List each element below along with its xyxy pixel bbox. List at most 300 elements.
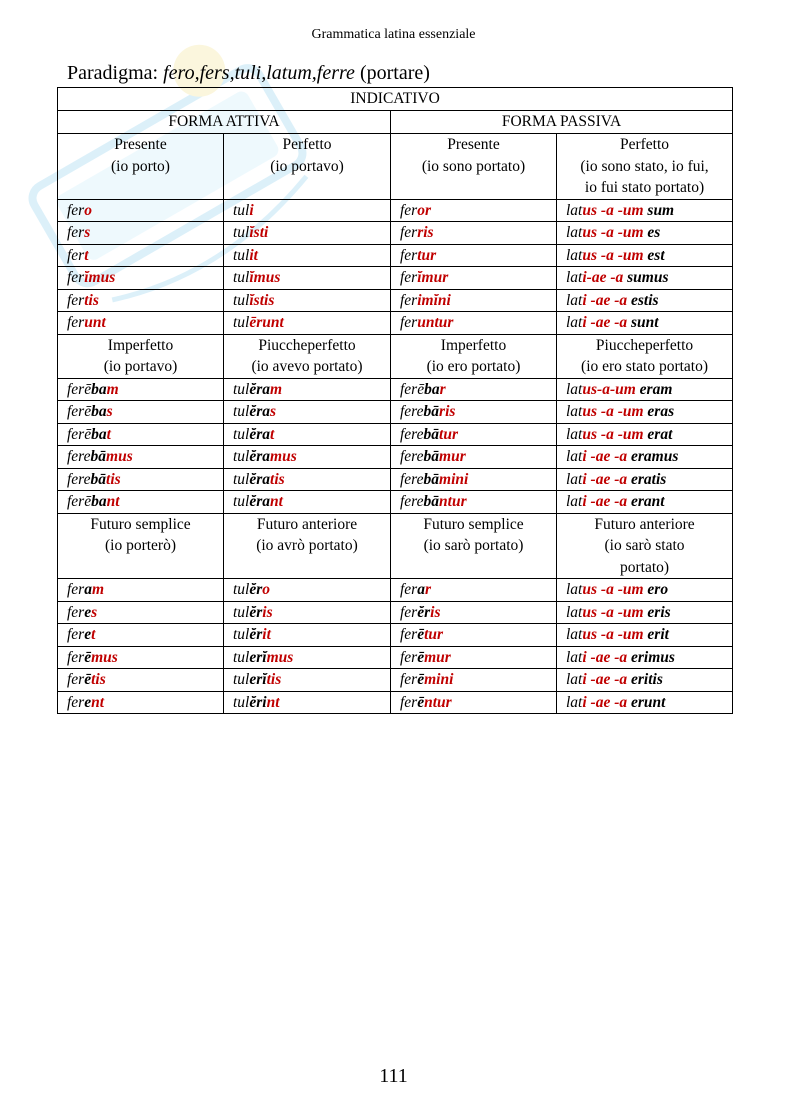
conjugation-row	[58, 624, 733, 647]
stem-text: fer	[67, 603, 85, 621]
verb-form-cell	[224, 312, 391, 335]
active-voice-header: FORMA ATTIVA	[58, 111, 391, 134]
tense-name: Imperfetto	[107, 336, 174, 354]
verb-form-cell	[557, 244, 733, 267]
ending-text: tur	[424, 626, 444, 643]
verb-form-cell	[58, 691, 224, 714]
verb-form-cell	[391, 691, 557, 714]
conjugation-row	[58, 579, 733, 602]
verb-form-cell	[391, 491, 557, 514]
ending-text: t	[91, 626, 96, 643]
verb-form-cell	[58, 423, 224, 446]
ending-text: ris	[417, 224, 434, 241]
tense-translation: (io sarò stato	[604, 537, 685, 554]
passive-voice-header: FORMA PASSIVA	[391, 111, 733, 134]
tense-name: Perfetto	[282, 136, 332, 153]
tense-label-row	[58, 334, 733, 378]
tense-name: Imperfetto	[440, 336, 507, 354]
verb-form-cell	[557, 579, 733, 602]
stem-text: lat	[566, 626, 583, 643]
tense-name: Presente	[447, 136, 500, 153]
ending-text: i -ae -a	[582, 493, 628, 510]
ending-text: ris	[439, 403, 456, 420]
conjugation-row	[58, 601, 733, 624]
ending-text: s	[91, 603, 98, 621]
ending-text: is	[262, 603, 273, 621]
verb-form-cell	[224, 624, 391, 647]
tense-label-cell	[391, 334, 557, 378]
stem-text: tul	[233, 493, 250, 510]
stem-text: fer	[400, 603, 418, 621]
verb-form-cell	[557, 378, 733, 401]
verb-form-cell	[58, 601, 224, 624]
bold-segment: ĕri	[249, 693, 267, 711]
stem-text: tul	[233, 581, 250, 598]
tense-label-cell	[391, 134, 557, 200]
verb-form-cell	[224, 423, 391, 446]
mood-header: INDICATIVO	[58, 88, 733, 111]
tense-translation: (io avevo portato)	[251, 358, 363, 375]
conjugation-row	[58, 468, 733, 491]
verb-form-cell	[557, 624, 733, 647]
tense-translation: (io portavo)	[270, 157, 344, 175]
bold-segment: eritis	[627, 671, 663, 688]
bold-segment: estis	[627, 291, 659, 309]
ending-text: ērunt	[249, 314, 284, 331]
bold-segment: ĕr	[249, 626, 263, 643]
stem-text: fer	[67, 246, 85, 264]
verb-form-cell	[58, 244, 224, 267]
tense-label-cell	[224, 334, 391, 378]
verb-form-cell	[557, 601, 733, 624]
tense-translation: portato)	[619, 558, 670, 576]
ending-text: mini	[424, 671, 454, 688]
tense-label-cell	[557, 334, 733, 378]
ending-text: t	[270, 425, 275, 443]
verb-form-cell	[58, 199, 224, 222]
ending-text: ĭstis	[249, 291, 275, 309]
ending-text: ĭmur	[417, 269, 449, 286]
verb-form-cell	[224, 222, 391, 245]
ending-text: mus	[106, 448, 133, 465]
stem-text: fere	[400, 425, 424, 443]
stem-text: tul	[233, 246, 250, 264]
ending-text: us -a -um	[582, 201, 644, 219]
ending-text: tis	[106, 470, 121, 488]
verb-form-cell	[391, 601, 557, 624]
conjugation-row	[58, 491, 733, 514]
bold-segment: sunt	[627, 314, 659, 331]
stem-text: lat	[566, 403, 583, 420]
stem-text: fere	[67, 448, 91, 465]
ending-text: imĭni	[417, 291, 451, 309]
stem-text: lat	[566, 470, 583, 488]
verb-form-cell	[224, 691, 391, 714]
tense-name: Futuro anteriore	[256, 515, 358, 533]
verb-form-cell	[391, 624, 557, 647]
tense-name: Perfetto	[619, 136, 670, 153]
verb-form-cell	[58, 312, 224, 335]
tense-translation: (io sarò portato)	[423, 537, 524, 554]
tense-translation: (io ero portato)	[426, 358, 521, 375]
verb-form-cell	[391, 312, 557, 335]
paradigm-title	[67, 62, 430, 85]
ending-text: m	[270, 380, 283, 398]
stem-text: ferē	[67, 403, 92, 420]
ending-text: ĭsti	[249, 224, 269, 241]
bold-segment: est	[643, 246, 665, 264]
stem-text: tul	[233, 648, 250, 666]
tense-name: Futuro semplice	[90, 515, 191, 533]
ending-text: us -a -um	[582, 626, 644, 643]
conjugation-row	[58, 446, 733, 469]
bold-segment: ĕra	[249, 470, 271, 488]
tense-translation: (io sono stato, io fui,	[580, 157, 709, 175]
bold-segment: bā	[90, 448, 107, 465]
ending-text: r	[439, 380, 446, 398]
ending-text: m	[106, 380, 119, 398]
bold-segment: es	[643, 224, 661, 241]
ending-text: i -ae -a	[582, 314, 628, 331]
stem-text: tul	[233, 626, 250, 643]
bold-segment: ĕr	[249, 581, 263, 598]
ending-text: t	[84, 246, 89, 264]
ending-text: or	[417, 201, 432, 219]
ending-text: unt	[84, 314, 106, 331]
stem-text: lat	[566, 291, 583, 309]
verb-form-cell	[391, 401, 557, 424]
verb-form-cell	[224, 446, 391, 469]
verb-form-cell	[557, 446, 733, 469]
conjugation-row	[58, 312, 733, 335]
stem-text: tul	[233, 693, 250, 711]
stem-text: lat	[566, 380, 583, 398]
verb-form-cell	[58, 579, 224, 602]
tense-label-row	[58, 134, 733, 200]
ending-text: mus	[266, 648, 294, 666]
verb-form-cell	[557, 222, 733, 245]
bold-segment: eris	[643, 603, 671, 621]
stem-text: fer	[67, 224, 85, 241]
stem-text: fer	[400, 291, 418, 309]
verb-form-cell	[391, 267, 557, 290]
ending-text: tur	[439, 425, 458, 443]
tense-translation: (io ero stato portato)	[581, 358, 709, 375]
bold-segment: ĕr	[417, 603, 431, 621]
ending-text: t	[106, 425, 111, 443]
ending-text: r	[424, 581, 432, 598]
stem-text: lat	[566, 448, 583, 465]
verb-form-cell	[391, 378, 557, 401]
bold-segment: ē	[417, 648, 425, 666]
verb-form-cell	[557, 401, 733, 424]
bold-segment: erat	[643, 425, 673, 443]
stem-text: tul	[233, 671, 250, 688]
running-header: Grammatica latina essenziale	[311, 27, 476, 42]
stem-text: tul	[233, 291, 250, 309]
tense-translation: (io porterò)	[104, 537, 176, 554]
stem-text: tul	[233, 269, 250, 286]
tense-name: Piuccheperfetto	[258, 336, 356, 354]
tense-translation: (io sono portato)	[421, 157, 526, 175]
verb-form-cell	[557, 468, 733, 491]
ending-text: tis	[91, 671, 106, 688]
ending-text: tis	[84, 291, 99, 309]
bold-segment: sumus	[623, 269, 669, 286]
stem-text: fer	[67, 201, 85, 219]
verb-form-cell	[557, 646, 733, 669]
verb-form-cell	[557, 669, 733, 692]
conjugation-row	[58, 646, 733, 669]
ending-text: it	[249, 246, 258, 264]
ending-text: s	[270, 403, 277, 420]
stem-text: fer	[400, 693, 418, 711]
conjugation-row	[58, 289, 733, 312]
ending-text: mini	[439, 470, 469, 488]
stem-text: lat	[566, 269, 583, 286]
ending-text: is	[430, 603, 441, 621]
verb-form-cell	[391, 669, 557, 692]
stem-text: fer	[67, 291, 85, 309]
conjugation-row	[58, 199, 733, 222]
stem-text: tul	[233, 201, 250, 219]
stem-text: lat	[566, 246, 583, 264]
conjugation-row	[58, 669, 733, 692]
stem-text: fere	[400, 448, 424, 465]
conjugation-row	[58, 222, 733, 245]
verb-form-cell	[391, 446, 557, 469]
bold-segment: bā	[90, 470, 107, 488]
ending-text: i -ae -a	[582, 671, 628, 688]
stem-text: ferē	[67, 493, 92, 510]
verb-form-cell	[391, 423, 557, 446]
verb-form-cell	[557, 199, 733, 222]
verb-form-cell	[557, 267, 733, 290]
conjugation-row	[58, 267, 733, 290]
verb-form-cell	[557, 491, 733, 514]
verb-form-cell	[58, 669, 224, 692]
tense-translation: (io portavo)	[103, 358, 178, 375]
bold-segment: bā	[423, 493, 440, 510]
ending-text: i -ae -a	[582, 448, 628, 465]
stem-text: fere	[400, 403, 424, 420]
verb-form-cell	[391, 199, 557, 222]
stem-text: fer	[400, 648, 418, 666]
bold-segment: ē	[417, 626, 425, 643]
stem-text: fer	[400, 581, 418, 598]
ending-text: us -a -um	[582, 246, 644, 264]
stem-text: lat	[566, 224, 583, 241]
bold-segment: ba	[424, 380, 440, 398]
stem-text: fer	[400, 269, 418, 286]
verb-form-cell	[58, 289, 224, 312]
verb-form-cell	[391, 646, 557, 669]
ending-text: untur	[417, 314, 454, 331]
ending-text: tis	[270, 470, 285, 488]
stem-text: tul	[233, 470, 250, 488]
verb-form-cell	[557, 312, 733, 335]
stem-text: lat	[566, 671, 583, 688]
verb-form-cell	[391, 222, 557, 245]
stem-text: tul	[233, 603, 250, 621]
stem-text: fer	[67, 671, 85, 688]
conjugation-row	[58, 401, 733, 424]
bold-segment: ero	[643, 581, 669, 598]
verb-form-cell	[58, 646, 224, 669]
verb-form-cell	[224, 579, 391, 602]
stem-text: fer	[67, 626, 85, 643]
verb-form-cell	[391, 289, 557, 312]
stem-text: fer	[67, 269, 85, 286]
stem-text: lat	[566, 201, 583, 219]
bold-segment: bā	[423, 425, 440, 443]
ending-text: mus	[91, 648, 118, 666]
title-prefix: Paradigma:	[67, 62, 164, 84]
tense-label-row	[58, 513, 733, 579]
conjugation-table	[57, 87, 733, 714]
ending-text: nt	[270, 493, 283, 510]
verb-form-cell	[224, 267, 391, 290]
ending-text: o	[84, 201, 92, 219]
verb-form-cell	[557, 289, 733, 312]
verb-form-cell	[224, 244, 391, 267]
bold-segment: ē	[417, 671, 425, 688]
tense-label-cell	[58, 513, 224, 579]
bold-segment: ba	[91, 403, 107, 420]
tense-label-cell	[557, 513, 733, 579]
verb-form-cell	[224, 669, 391, 692]
bold-segment: ĕra	[249, 403, 271, 420]
verb-form-cell	[557, 691, 733, 714]
stem-text: lat	[566, 581, 583, 598]
bold-segment: e	[84, 693, 92, 711]
ending-text: o	[262, 581, 271, 598]
ending-text: us -a -um	[582, 224, 644, 241]
ending-text: i -ae -a	[582, 648, 628, 666]
stem-text: tul	[233, 403, 250, 420]
verb-form-cell	[224, 199, 391, 222]
bold-segment: ĕra	[249, 425, 271, 443]
stem-text: lat	[566, 603, 583, 621]
stem-text: lat	[566, 648, 583, 666]
bold-segment: ĕra	[249, 448, 271, 465]
ending-text: ntur	[424, 693, 452, 711]
conjugation-row	[58, 423, 733, 446]
ending-text: nt	[91, 693, 105, 711]
verb-form-cell	[224, 401, 391, 424]
ending-text: us -a -um	[582, 425, 644, 443]
conjugation-row	[58, 244, 733, 267]
verb-form-cell	[391, 244, 557, 267]
stem-text: fer	[67, 581, 85, 598]
bold-segment: ē	[84, 671, 92, 688]
verb-form-cell	[224, 646, 391, 669]
tense-translation: io fui stato portato)	[584, 179, 705, 196]
ending-text: ntur	[439, 493, 467, 510]
tense-label-cell	[224, 513, 391, 579]
ending-text: us -a -um	[582, 581, 644, 598]
bold-segment: ĕra	[249, 493, 271, 510]
verb-form-cell	[224, 601, 391, 624]
bold-segment: ē	[417, 693, 425, 711]
stem-text: tul	[233, 448, 250, 465]
tense-name: Piuccheperfetto	[595, 336, 694, 354]
ending-text: i	[249, 201, 254, 219]
verb-form-cell	[224, 468, 391, 491]
ending-text: nt	[106, 493, 120, 510]
bold-segment: a	[84, 581, 92, 598]
bold-segment: erĭ	[249, 648, 267, 666]
verb-form-cell	[58, 378, 224, 401]
bold-segment: erit	[643, 626, 669, 643]
tense-label-cell	[557, 134, 733, 200]
ending-text: nt	[266, 693, 280, 711]
ending-text: us -a -um	[582, 603, 644, 621]
verb-form-cell	[58, 446, 224, 469]
tense-label-cell	[58, 334, 224, 378]
bold-segment: erĭ	[249, 671, 267, 688]
verb-form-cell	[58, 267, 224, 290]
ending-text: tur	[417, 246, 437, 264]
bold-segment: bā	[423, 448, 440, 465]
verb-form-cell	[58, 468, 224, 491]
bold-segment: bā	[423, 403, 440, 420]
title-forms: fero,fers,tuli,latum,ferre	[163, 62, 355, 84]
verb-form-cell	[58, 624, 224, 647]
stem-text: tul	[233, 425, 250, 443]
bold-segment: e	[84, 603, 92, 621]
bold-segment: a	[417, 581, 425, 598]
bold-segment: ba	[91, 380, 107, 398]
stem-text: ferē	[67, 425, 92, 443]
bold-segment: sum	[643, 201, 675, 219]
bold-segment: erunt	[627, 693, 666, 711]
conjugation-row	[58, 378, 733, 401]
bold-segment: eramus	[627, 448, 679, 465]
tense-label-cell	[391, 513, 557, 579]
stem-text: lat	[566, 425, 583, 443]
stem-text: fer	[67, 693, 85, 711]
ending-text: mur	[439, 448, 466, 465]
stem-text: lat	[566, 314, 583, 331]
tense-name: Futuro semplice	[423, 515, 524, 533]
tense-name: Futuro anteriore	[594, 515, 695, 533]
tense-translation: (io avrò portato)	[256, 537, 358, 554]
stem-text: fere	[400, 470, 424, 488]
bold-segment: eratis	[627, 470, 667, 488]
verb-form-cell	[58, 491, 224, 514]
bold-segment: ĕra	[249, 380, 271, 398]
bold-segment: erant	[627, 493, 665, 510]
stem-text: fere	[67, 470, 91, 488]
ending-text: mur	[424, 648, 451, 666]
tense-translation: (io porto)	[111, 157, 170, 175]
verb-form-cell	[58, 222, 224, 245]
stem-text: ferē	[400, 380, 425, 398]
ending-text: tis	[266, 671, 282, 688]
stem-text: fer	[400, 626, 418, 643]
ending-text: i -ae -a	[582, 470, 628, 488]
verb-form-cell	[58, 401, 224, 424]
verb-form-cell	[224, 289, 391, 312]
bold-segment: erimus	[627, 648, 675, 666]
title-meaning: (portare)	[354, 62, 430, 84]
stem-text: fer	[400, 201, 418, 219]
bold-segment: ba	[91, 425, 107, 443]
stem-text: fer	[400, 671, 418, 688]
ending-text: m	[91, 581, 105, 598]
ending-text: s	[84, 224, 91, 241]
